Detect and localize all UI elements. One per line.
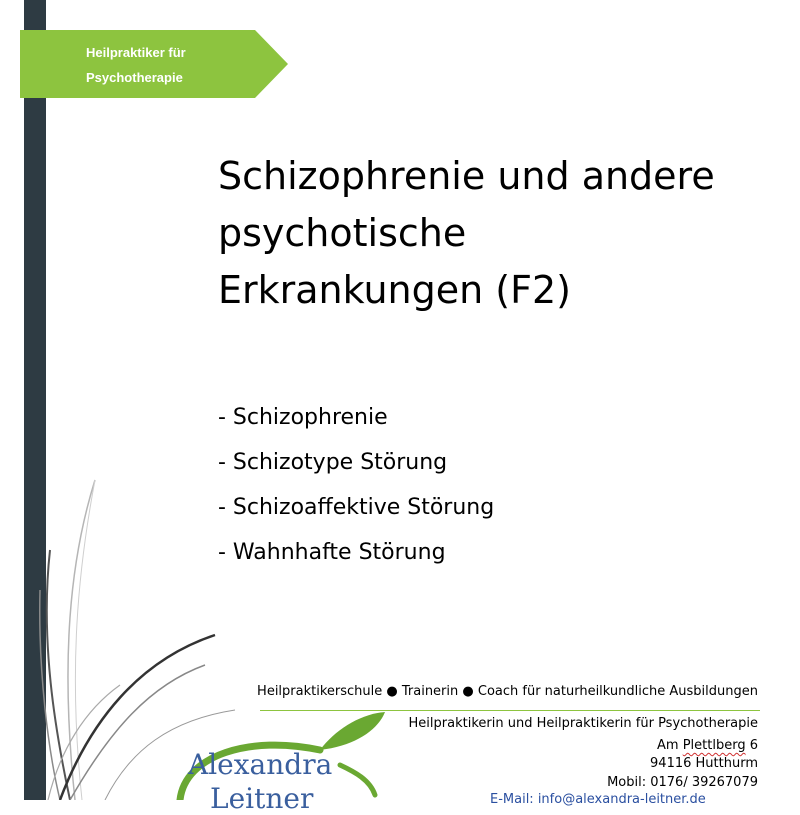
brand-logo [170, 700, 400, 815]
topic-item: - Schizoaffektive Störung [218, 495, 495, 520]
category-banner [20, 30, 290, 98]
banner-label [86, 40, 186, 90]
footer-mobile: Mobil: 0176/ 39267079 [607, 775, 758, 790]
topic-item: - Schizotype Störung [218, 450, 448, 475]
banner-line-2: Psychotherapie [86, 70, 183, 85]
title-line-2: psychotische [218, 211, 467, 255]
footer-city: 94116 Hutthurm [650, 756, 758, 771]
street-prefix: Am [657, 738, 683, 753]
street-number: 6 [745, 738, 758, 753]
street-name: Plettlberg [682, 738, 746, 753]
footer-tagline: Heilpraktikerschule ● Trainerin ● Coach für naturheilkundliche Ausbildungen [257, 684, 758, 699]
title-line-1: Schizophrenie und andere [218, 154, 715, 198]
topic-item: - Schizophrenie [218, 405, 388, 430]
footer-email[interactable]: E-Mail: info@alexandra-leitner.de [490, 792, 706, 807]
document-title [218, 148, 778, 319]
title-line-3: Erkrankungen (F2) [218, 268, 571, 312]
footer-profession: Heilpraktikerin und Heilpraktikerin für Psychotherapie [408, 716, 758, 731]
logo-name-line-2: Leitner [210, 782, 314, 815]
topic-item: - Wahnhafte Störung [218, 540, 446, 565]
logo-name-line-1: Alexandra [188, 748, 333, 781]
banner-line-1: Heilpraktiker für [86, 45, 186, 60]
